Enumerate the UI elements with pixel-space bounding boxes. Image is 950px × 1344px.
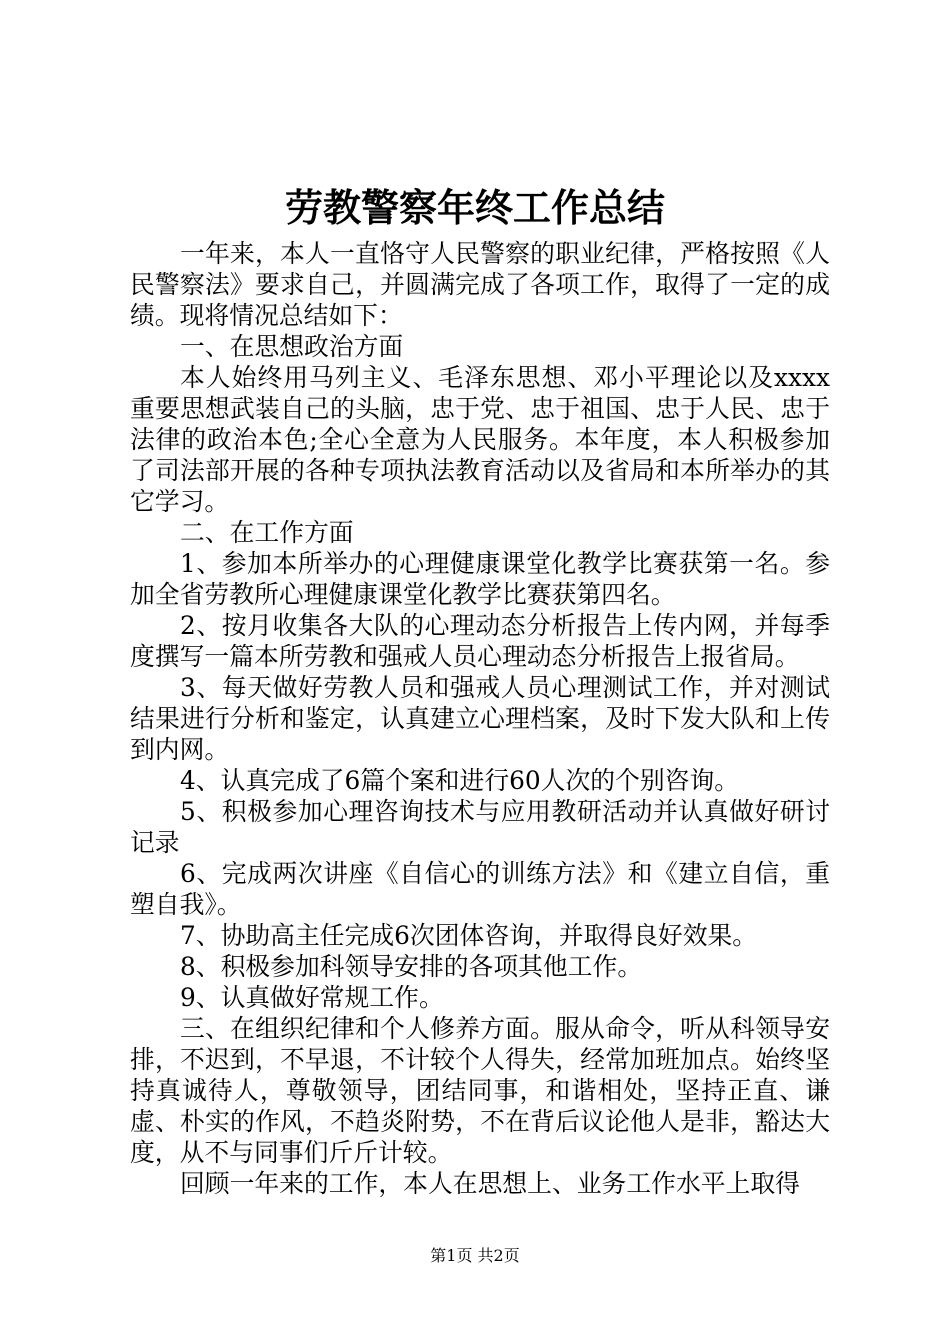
work-item-5: 5、积极参加心理咨询技术与应用教研活动并认真做好研讨记录 <box>130 797 830 857</box>
work-item-8: 8、积极参加科领导安排的各项其他工作。 <box>180 952 643 981</box>
paragraph-discipline: 三、在组织纪律和个人修养方面。服从命令，听从科领导安排，不迟到，不早退，不计较个人得失，经常加班加点。始终坚持真诚待人，尊敬领导，团结同事，和谐相处，坚持正直、谦虚、朴实的作风，不趋炎附势，不在背后议论他人是非，豁达大度，从不与同事们斤斤计较。 <box>130 1014 830 1167</box>
paragraph-intro: 一年来，本人一直恪守人民警察的职业纪律，严格按照《人民警察法》要求自己，并圆满完成了各项工作，取得了一定的成绩。现将情况总结如下： <box>130 239 830 330</box>
page-number-footer: 第1页 共2页 <box>430 1246 520 1265</box>
work-item-2: 2、按月收集各大队的心理动态分析报告上传内网，并每季度撰写一篇本所劳教和强戒人员心理动态分析报告上报省局。 <box>130 611 830 671</box>
section-heading-work: 二、在工作方面 <box>180 518 354 547</box>
document-body <box>130 238 830 1199</box>
work-item-1: 1、参加本所举办的心理健康课堂化教学比赛获第一名。参加全省劳教所心理健康课堂化教学比赛获第四名。 <box>130 549 830 609</box>
work-item-7: 7、协助高主任完成6次团体咨询，并取得良好效果。 <box>180 921 758 950</box>
paragraph-review: 回顾一年来的工作，本人在思想上、业务工作水平上取得 <box>180 1169 800 1198</box>
work-item-9: 9、认真做好常规工作。 <box>180 983 444 1012</box>
work-item-3: 3、每天做好劳教人员和强戒人员心理测试工作，并对测试结果进行分析和鉴定，认真建立心理档案，及时下发大队和上传到内网。 <box>130 673 830 764</box>
paragraph-political: 本人始终用马列主义、毛泽东思想、邓小平理论以及xxxx重要思想武装自己的头脑，忠于党、忠于祖国、忠于人民、忠于法律的政治本色;全心全意为人民服务。本年度，本人积极参加了司法部开展的各种专项执法教育活动以及省局和本所举办的其它学习。 <box>130 363 830 516</box>
work-item-4: 4、认真完成了6篇个案和进行60人次的个别咨询。 <box>180 766 740 795</box>
section-heading-political: 一、在思想政治方面 <box>180 332 404 361</box>
work-item-6: 6、完成两次讲座《自信心的训练方法》和《建立自信，重塑自我》。 <box>130 859 830 919</box>
page-title: 劳教警察年终工作总结 <box>284 186 665 230</box>
